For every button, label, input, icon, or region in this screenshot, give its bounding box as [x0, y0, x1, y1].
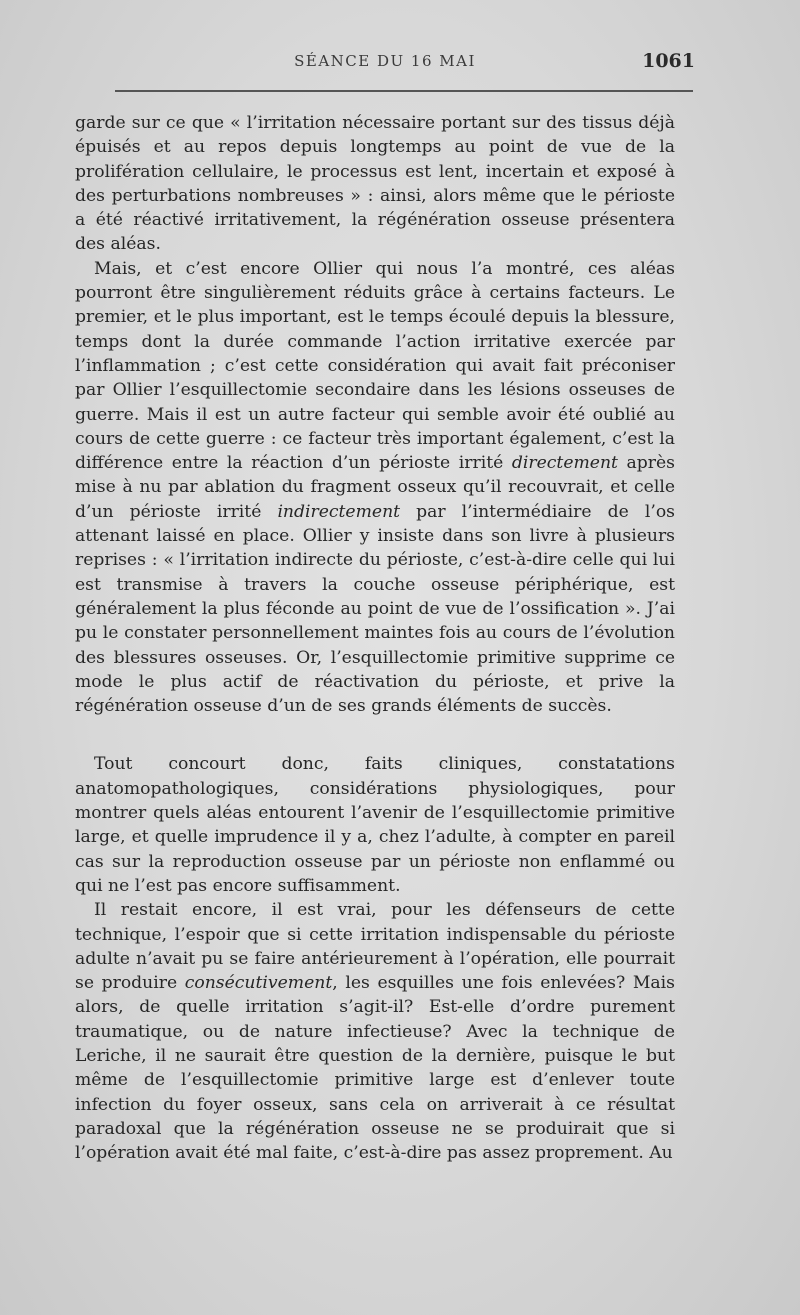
page-number: 1061: [642, 50, 695, 72]
text-run: garde sur ce que « l’irritation nécessaire portant sur des tissus déjà épuisés et au repos depuis longtemps au point de vue de la prolifération cellulaire, le processus est lent, incertain et exposé à des perturbations nombreuses » : ainsi, alors même que le périoste a été réactivé irritativement, la régénération osseuse présentera des aléas.: [75, 113, 675, 255]
text-run: Tout concourt donc, faits cliniques, constatations anatomopathologiques, considérations physiologiques, pour montrer quels aléas entourent l’avenir de l’esquillectomie primitive large, et quelle imprudence il y a, chez l’adulte, à compter en pareil cas sur la reproduction osseuse par un périoste non enflammé ou qui ne l’est pas encore suffisamment.: [75, 754, 675, 896]
text-run: après mise à nu par ablation du fragment osseux qu’il recouvrait, et celle d’un périoste irrité: [75, 453, 676, 522]
paragraph-2: [75, 257, 675, 719]
paragraph-4: [75, 898, 675, 1165]
text-run: par l’intermédiaire de l’os attenant laissé en place. Ollier y insiste dans son livre à plusieurs reprises : « l’irritation indirecte du périoste, c’est-à-dire celle qui lui est transmise à travers la couche osseuse périphérique, est généralement la plus féconde au point de vue de l’ossification ». J’ai pu le constater personnellement maintes fois au cours de l’évolution des blessures osseuses. Or, l’esquillectomie primitive supprime ce mode le plus actif de réactivation du périoste, et prive la régénération osseuse d’un de ses grands éléments de succès.: [75, 501, 675, 717]
running-head: SÉANCE DU 16 MAI: [294, 52, 476, 70]
italic-run: indirectement: [277, 501, 401, 522]
text-run: Il restait encore, il est vrai, pour les défenseurs de cette technique, l’espoir que si cette irritation indispensable du périoste adulte n’avait pu se faire antérieurement à l’opération, elle pourrait se produire: [75, 900, 675, 994]
italic-run: directement: [511, 453, 618, 474]
page-body: [75, 111, 675, 1165]
page-header: [75, 50, 695, 74]
italic-run: consécutivement: [184, 973, 333, 994]
paragraph-3: [75, 752, 675, 898]
text-run: Mais, et c’est encore Ollier qui nous l’a montré, ces aléas pourront être singulièrement réduits grâce à certains facteurs. Le premier, et le plus important, est le temps écoulé depuis la blessure, temps dont la durée commande l’action irritative exercée par l’inflammation ; c’est cette considération qui avait fait préconiser par Ollier l’esquillectomie secondaire dans les lésions osseuses de guerre. Mais il est un autre facteur qui semble avoir été oublié au cours de cette guerre : ce facteur très important également, c’est la différence entre la réaction d’un périoste irrité: [75, 258, 675, 474]
text-run: , les esquilles une fois enlevées? Mais alors, de quelle irritation s’agit-il? Est-elle d’ordre purement traumatique, ou de nature infectieuse? Avec la technique de Leriche, il ne saurait être question de la dernière, puisque le but même de l’esquillectomie primitive large est d’enlever toute infection du foyer osseux, sans cela on arriverait à ce résultat paradoxal que la régénération osseuse ne se produirait que si l’opération avait été mal faite, c’est-à-dire pas assez proprement. Au: [75, 973, 675, 1164]
paragraph-1: [75, 111, 675, 257]
header-rule: [115, 90, 693, 92]
